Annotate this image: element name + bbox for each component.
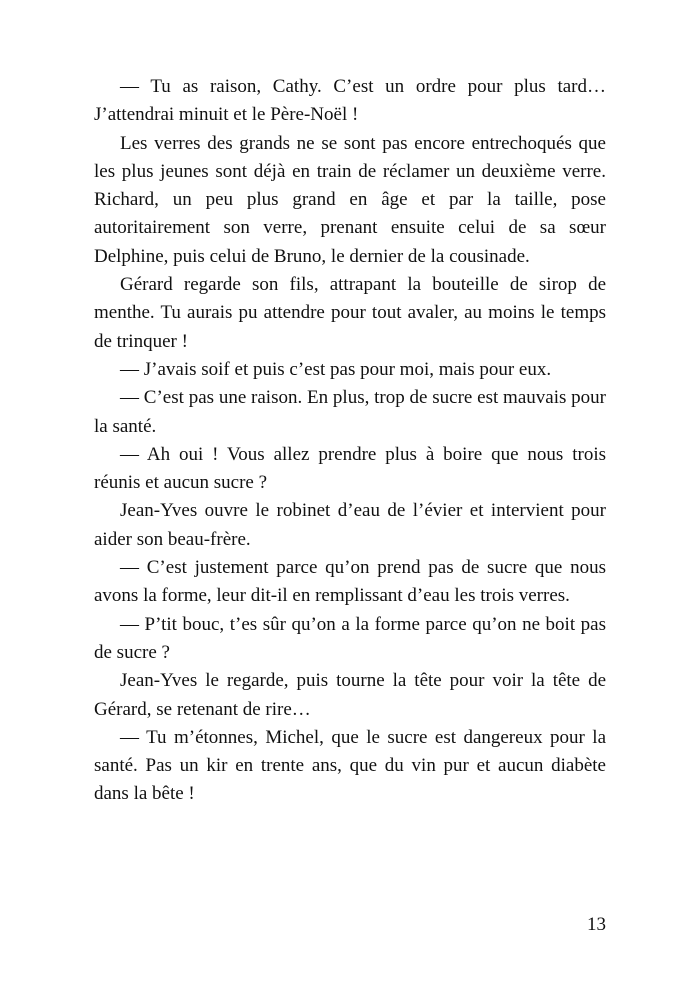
paragraph: — C’est justement parce qu’on prend pas de sucre que nous avons la forme, leur dit-il en remplissant d’eau les trois verres. [94,557,606,607]
paragraph: — Tu as raison, Cathy. C’est un ordre pour plus tard… J’attendrai minuit et le Père-Noël ! [94,76,606,126]
paragraph: — Tu m’étonnes, Michel, que le sucre est dangereux pour la santé. Pas un kir en trente ans, que du vin pur et aucun diabète dans la bête ! [94,726,606,805]
paragraph: — J’avais soif et puis c’est pas pour moi, mais pour eux. [120,358,552,380]
paragraph: Gérard regarde son fils, attrapant la bouteille de sirop de menthe. Tu aurais pu attendre pour tout avaler, au moins le temps de trinquer ! [94,274,606,352]
paragraph: Les verres des grands ne se sont pas encore entrechoqués que les plus jeunes sont déjà en train de réclamer un deuxième verre. Richard, un peu plus grand en âge et par la taille, pose autoritairement son verre, prenant ensuite celui de sa sœur Delphine, puis celui de Bruno, le dernier de la cousinade. [94,132,606,267]
paragraph: Jean-Yves le regarde, puis tourne la tête pour voir la tête de Gérard, se retenant de rire… [94,670,606,720]
paragraph: — Ah oui ! Vous allez prendre plus à boire que nous trois réunis et aucun sucre ? [94,443,606,494]
page-number: 13 [587,914,606,935]
paragraph: — P’tit bouc, t’es sûr qu’on a la forme parce qu’on ne boit pas de sucre ? [94,613,606,663]
body-text [94,73,606,809]
paragraph: — C’est pas une raison. En plus, trop de sucre est mauvais pour la santé. [94,387,606,437]
paragraph: Jean-Yves ouvre le robinet d’eau de l’évier et intervient pour aider son beau-frère. [94,500,606,550]
